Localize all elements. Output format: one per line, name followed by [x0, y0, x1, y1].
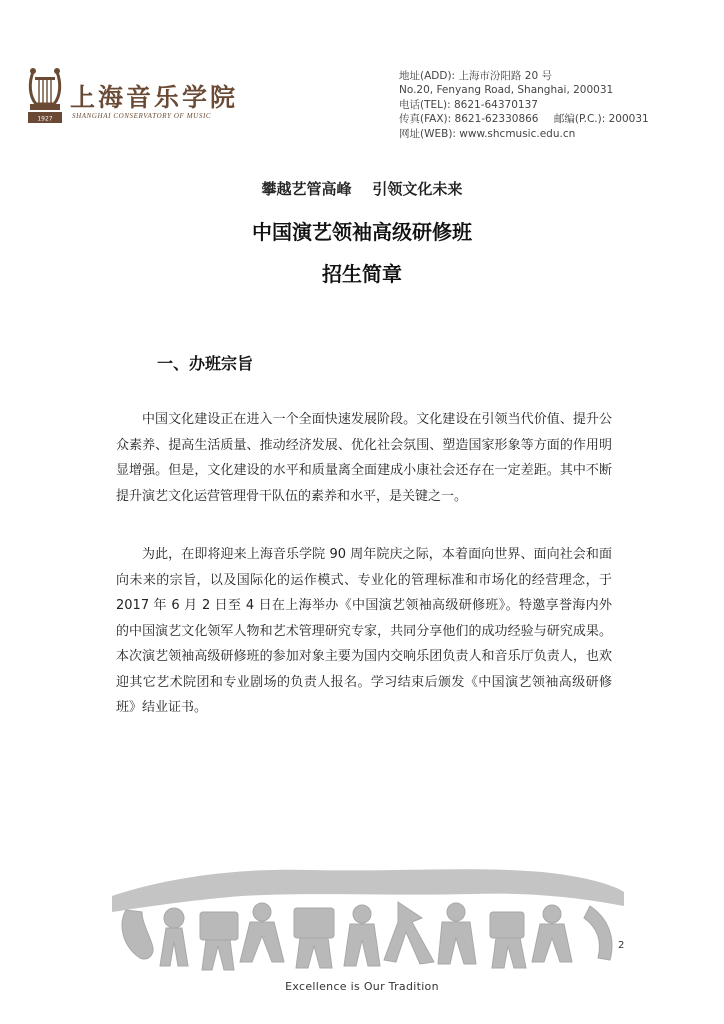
tel-label: 电话(TEL): — [399, 98, 451, 111]
document-title: 中国演艺领袖高级研修班 — [252, 220, 472, 244]
body-paragraph-1: 中国文化建设正在进入一个全面快速发展阶段。文化建设在引领当代价值、提升公众素养、提高生活质量、推动经济发展、优化社会氛围、塑造国家形象等方面的作用明显增强。但是，文化建设的水平和质量离全面建成小康社会还存在一定差距。其中不断提升演艺文化运营管理骨干队伍的素养和水平，是关键之一。 — [116, 412, 612, 504]
body-paragraph-2: 为此，在即将迎来上海音乐学院 90 周年院庆之际，本着面向世界、面向社会和面向未来的宗旨，以及国际化的运作模式、专业化的管理标准和市场化的经营理念，于 2017 年 6 月 2 日至 4 日在上海举办《中国演艺领袖高级研修班》。特邀享誉海内外的中国演艺文化领军人物和艺术管理研究专家，共同分享他们的成功经验与研究成果。本次演艺领袖高级研修班的参加对象主要为国内交响乐团负责人和音乐厅负责人，也欢迎其它艺术院团和专业剧场的负责人报名。学习结束后颁发《中国演艺领袖高级研修班》结业证书。 — [116, 547, 612, 715]
tel-row — [399, 98, 699, 112]
contact-info — [399, 69, 699, 141]
tel-value: 8621-64370137 — [453, 98, 538, 111]
fax-row — [399, 112, 699, 126]
emblem-year: 1927 — [37, 115, 53, 123]
conservatory-logo — [26, 66, 241, 130]
footer-slogan: Excellence is Our Tradition — [285, 980, 439, 993]
web-value: www.shcmusic.edu.cn — [459, 127, 576, 140]
address-cn: 上海市汾阳路 20 号 — [458, 70, 552, 82]
address-label: 地址(ADD): — [399, 70, 456, 82]
lyre-emblem-icon — [26, 66, 64, 128]
logo-name-cn: 上海音乐学院 — [70, 83, 239, 112]
fax-label: 传真(FAX): — [399, 113, 452, 126]
document-subtitle: 招生简章 — [322, 262, 402, 286]
footer-artwork-icon — [112, 862, 624, 980]
page-number: 2 — [618, 940, 625, 951]
web-label: 网址(WEB): — [399, 127, 456, 140]
postcode-value: 200031 — [608, 113, 649, 126]
slogan: 攀越艺管高峰 引领文化未来 — [261, 180, 463, 198]
address-row — [399, 69, 699, 83]
address-en: No.20, Fenyang Road, Shanghai, 200031 — [399, 84, 614, 97]
section-heading: 一、办班宗旨 — [157, 354, 254, 373]
logo-name-en: SHANGHAI CONSERVATORY OF MUSIC — [72, 112, 212, 120]
fax-value: 8621-62330866 — [454, 113, 539, 126]
postcode-label: 邮编(P.C.): — [553, 113, 606, 126]
web-row — [399, 127, 699, 141]
